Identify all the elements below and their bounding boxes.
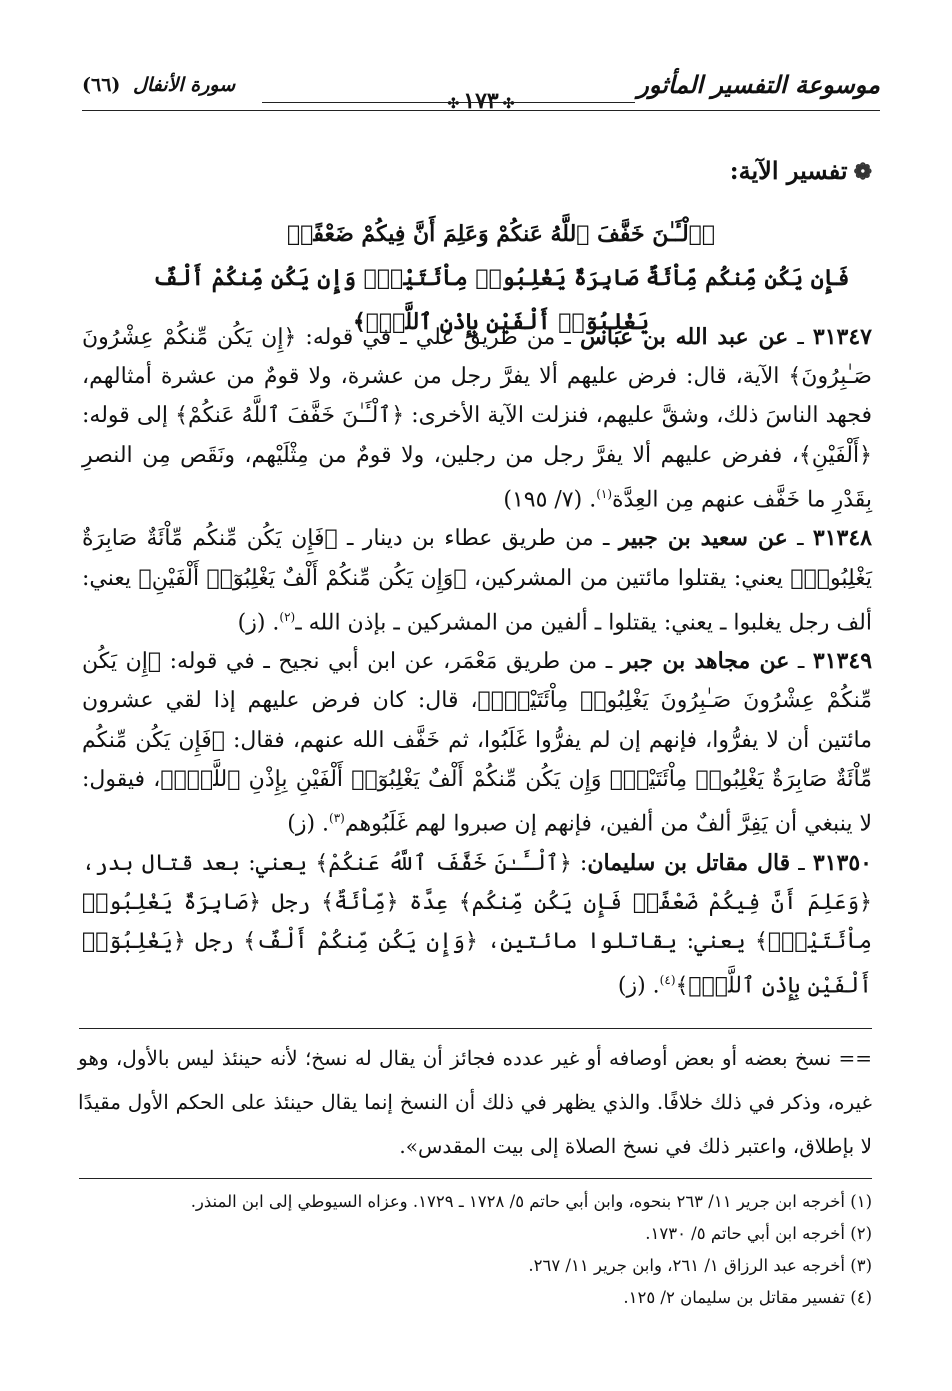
header-rule-left — [262, 102, 472, 103]
section-heading-text: تفسير الآية: — [729, 156, 848, 185]
continuation-mark: == — [838, 1046, 872, 1070]
footnote: (١) أخرجه ابن جرير ١١/ ٢٦٣ بنحوه، وابن أبي حاتم ٥/ ١٧٢٨ ـ ١٧٢٩. وعزاه السيوطي إلى ابن المنذر. — [190, 1192, 872, 1211]
surah-verse-number: (٦٦) — [82, 74, 121, 96]
surah-name: سورة الأنفال — [133, 74, 236, 96]
footnote-ref: (٣) — [329, 811, 345, 826]
narration-paragraph: ٣١٣٤٩ ـ عن مجاهد بن جبر ـ من طريق مَعْمَر، عن ابن أبي نجيح ـ في قوله: ﴿إِن يَكُن مِّنكُمْ عِشْرُونَ صَـٰبِرُونَ يَغْلِبُوا۟ مِاْئَتَيْنِۚ﴾، قال: كان فرض عليهم إذا لقي عشرون مائتين أن لا يفرُّوا، فإنهم إن لم يفرُّوا غَلَبُوا، ثم خَفَّف الله عنهم، فقال: ﴿فَإِن يَكُن مِّنكُم مِّاْئَةٌ صَابِرَةٌ يَغْلِبُوا۟ مِاْئَتَيْنِۚ وَإِن يَكُن مِّنكُمْ أَلْفٌ يَغْلِبُوٓا۟ أَلْفَيْنِ بِإِذْنِ ٱللَّهِۗ﴾، فيقول: لا ينبغي أن يَفِرَّ ألفٌ من ألفين، فإنهم إن صبروا لهم غَلَبُوهم$^{(٣)}$. (ز) — [82, 648, 873, 837]
footnote-ref: (١) — [596, 486, 613, 501]
narration-paragraph: ٣١٣٤٨ ـ عن سعيد بن جبير ـ من طريق عطاء بن دينار ـ ﴿فَإِن يَكُن مِّنكُم مِّاْئَةٌ صَابِرَةٌ يَغْلِبُوا۟﴾ يعني: يقتلوا مائتين من المشركين، ﴿وَإِن يَكُن مِّنكُمْ أَلْفٌ يَغْلِبُوٓا۟ أَلْفَيْنِ﴾ يعني: ألف رجل يغلبوا ـ يعني: يقتلوا ـ ألفين من المشركين ـ بإذن الله ـ$^{(٢)}$. (ز) — [82, 525, 872, 636]
footnote: (٢) أخرجه ابن أبي حاتم ٥/ ١٧٣٠. — [645, 1224, 872, 1243]
surah-title — [82, 74, 235, 96]
ornament-icon: ✣ — [502, 96, 515, 112]
ornament-icon: ✣ — [447, 96, 460, 112]
footnotes — [82, 1186, 872, 1314]
narration-text: ـ من طريق عطاء بن دينار ـ ﴿فَإِن يَكُن مِّنكُم مِّاْئَةٌ صَابِرَةٌ يَغْلِبُوا۟﴾ يعني: يقتلوا مائتين من المشركين، ﴿وَإِن يَكُن مِّنكُمْ أَلْفٌ يَغْلِبُوٓا۟ أَلْفَيْنِ﴾ يعني: ألف رجل يغلبوا ـ يعني: يقتلوا ـ ألفين من المشركين ـ بإذن الله ـ — [82, 526, 872, 636]
footnote-ref: (٤) — [659, 973, 676, 988]
narrator-name: عن سعيد بن جبير — [618, 525, 788, 552]
commentary-body — [82, 318, 872, 1006]
narration-source: . (ز) — [617, 973, 660, 999]
verse-line-1: ﴿ٱلْـَٔـٰنَ خَفَّفَ ٱللَّهُ عَنكُمْ وَعَلِمَ أَنَّ فِيكُمْ ضَعْفًاۚ — [286, 221, 716, 247]
narration-number: ٣١٣٤٩ — [812, 648, 873, 675]
narrator-name: عن عبد الله بن عباس — [579, 324, 789, 350]
footnote: (٣) أخرجه عبد الرزاق ١/ ٢٦١، وابن جرير ١١/ ٢٦٧. — [528, 1256, 872, 1275]
narration-source: . (ز) — [287, 811, 330, 837]
footnote-separator — [79, 1178, 872, 1179]
narration-text: ـ من طريق مَعْمَر، عن ابن أبي نجيح ـ في قوله: ﴿إِن يَكُن مِّنكُمْ عِشْرُونَ صَـٰبِرُونَ يَغْلِبُوا۟ مِاْئَتَيْنِۚ﴾، قال: كان فرض عليهم إذا لقي عشرون مائتين أن لا يفرُّوا، فإنهم إن لم يفرُّوا غَلَبُوا، ثم خَفَّف الله عنهم، فقال: ﴿فَإِن يَكُن مِّنكُم مِّاْئَةٌ صَابِرَةٌ يَغْلِبُوا۟ مِاْئَتَيْنِۚ وَإِن يَكُن مِّنكُمْ أَلْفٌ يَغْلِبُوٓا۟ أَلْفَيْنِ بِإِذْنِ ٱللَّهِۗ﴾، فيقول: لا ينبغي أن يَفِرَّ ألفٌ من ألفين، فإنهم إن صبروا لهم غَلَبُوهم — [82, 649, 872, 837]
narrator-name: عن مجاهد بن جبر — [620, 648, 790, 675]
section-heading — [730, 156, 872, 185]
narration-text: : ﴿ٱلْـَٔـٰنَ خَفَّفَ ٱللَّهُ عَنكُمْ﴾ يعني: بعد قتال بدر، ﴿وَعَلِمَ أَنَّ فِيكُمْ ضَعْفًاۚ فَإِن يَكُن مِّنكُم﴾ عِدَّة ﴿مِّاْئَةٌ﴾ رجل ﴿صَابِرَةٌ يَغْلِبُوا۟ مِاْئَتَيْنِۚ﴾ يعني: يقاتلوا مائتين، ﴿وَإِن يَكُن مِّنكُمْ أَلْفٌ﴾ رجل ﴿يَغْلِبُوٓا۟ أَلْفَيْنِ بِإِذْنِ ٱللَّهِۗ﴾ — [82, 850, 872, 999]
narration-paragraph: ٣١٣٥٠ ـ قال مقاتل بن سليمان: ﴿ٱلْـَٔـٰنَ خَفَّفَ ٱللَّهُ عَنكُمْ﴾ يعني: بعد قتال بدر، ﴿وَعَلِمَ أَنَّ فِيكُمْ ضَعْفًاۚ فَإِن يَكُن مِّنكُم﴾ عِدَّة ﴿مِّاْئَةٌ﴾ رجل ﴿صَابِرَةٌ يَغْلِبُوا۟ مِاْئَتَيْنِۚ﴾ يعني: يقاتلوا مائتين، ﴿وَإِن يَكُن مِّنكُمْ أَلْفٌ﴾ رجل ﴿يَغْلِبُوٓا۟ أَلْفَيْنِ بِإِذْنِ ٱللَّهِۗ﴾$^{(٤)}$. (ز) — [82, 849, 872, 999]
footnote-separator — [79, 1028, 872, 1029]
flower-icon: ❁ — [853, 159, 872, 185]
footnote-ref: (٢) — [279, 609, 296, 624]
narration-number: ٣١٣٤٨ — [812, 525, 872, 552]
footnote: (٤) تفسير مقاتل بن سليمان ٢/ ١٢٥. — [623, 1288, 872, 1307]
narration-number: ٣١٣٥٠ — [812, 849, 872, 876]
verse-line-2: فَإِن يَكُن مِّنكُم مِّاْئَةٌ صَابِرَةٌ يَغْلِبُوا۟ مِاْئَتَيْنِۚ وَإِن يَكُن مِّنكُمْ أَلْفٌ يَغْلِبُوٓا۟ أَلْفَيْنِ بِإِذْنِ ٱللَّهِۗ﴾ — [152, 265, 850, 335]
narration-source: . (ز) — [237, 610, 280, 636]
running-title: موسوعة التفسير المأثور — [637, 70, 880, 99]
narrator-name: قال مقاتل بن سليمان — [587, 849, 791, 876]
continued-note-text: نسخ بعضه أو بعض أوصافه أو غير عدده فجائز أن يقال له نسخ؛ لأنه حينئذ ليس بالأول، وهو غيره، وذكر في ذلك خلافًا. والذي يظهر في ذلك أن النسخ إنما يقال حينئذ على الحكم الأول مقيدًا لا بإطلاق، واعتبر ذلك في نسخ الصلاة إلى بيت المقدس». — [78, 1046, 872, 1158]
header-rule — [82, 110, 880, 111]
narration-paragraph: ٣١٣٤٧ ـ عن عبد الله بن عباس ـ من طريق علي ـ في قوله: ﴿إِن يَكُن مِّنكُمْ عِشْرُونَ صَـٰبِرُونَ﴾ الآية، قال: فرض عليهم ألا يفرَّ رجل من عشرة، ولا قومٌ من عشرة أمثالهم، فجهد الناسَ ذلك، وشقَّ عليهم، فنزلت الآية الأخرى: ﴿ٱلْـَٔـٰنَ خَفَّفَ ٱللَّهُ عَنكُمْ﴾ إلى قوله: ﴿أَلْفَيْنِ﴾، ففرض عليهم ألا يفرَّ رجل من رجلين، ولا قومٌ من مِثْلَيْهم، ونَقَص مِن النصرِ بِقَدْرِ ما خَفَّف عنهم مِن العِدَّة$^{(١)}$. (٧/ ١٩٥) — [82, 324, 872, 513]
continued-note — [78, 1036, 872, 1168]
narration-number: ٣١٣٤٧ — [812, 324, 872, 350]
narration-text: ـ من طريق علي ـ في قوله: ﴿إِن يَكُن مِّنكُمْ عِشْرُونَ صَـٰبِرُونَ﴾ الآية، قال: فرض عليهم ألا يفرَّ رجل من عشرة، ولا قومٌ من عشرة أمثالهم، فجهد الناسَ ذلك، وشقَّ عليهم، فنزلت الآية الأخرى: ﴿ٱلْـَٔـٰنَ خَفَّفَ ٱللَّهُ عَنكُمْ﴾ إلى قوله: ﴿أَلْفَيْنِ﴾، ففرض عليهم ألا يفرَّ رجل من رجلين، ولا قومٌ من مِثْلَيْهم، ونَقَص مِن النصرِ بِقَدْرِ ما خَفَّف عنهم مِن العِدَّة — [82, 325, 872, 513]
page-header — [82, 66, 880, 122]
narration-source: . (٧/ ١٩٥) — [503, 487, 597, 513]
page-number-value: ١٧٣ — [463, 88, 499, 114]
